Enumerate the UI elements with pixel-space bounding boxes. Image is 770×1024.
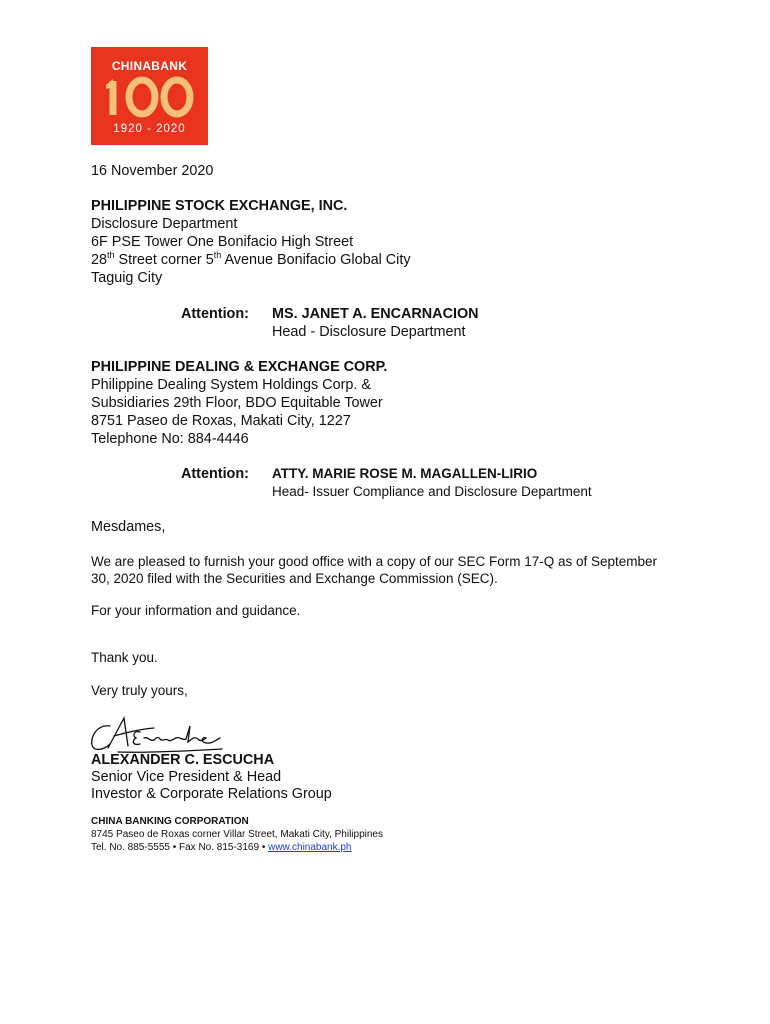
address2-end: Avenue Bonifacio Global City (221, 252, 411, 268)
address2-ordinal2: th (213, 250, 222, 260)
recipient1-address2 (91, 251, 411, 269)
recipient1-attention-name: MS. JANET A. ENCARNACION (272, 306, 479, 322)
footer-company-name: CHINA BANKING CORPORATION (91, 816, 249, 827)
chinabank-100-logo (91, 47, 208, 145)
signatory-name: ALEXANDER C. ESCUCHA (91, 752, 275, 768)
closing-line: Very truly yours, (91, 683, 188, 698)
footer-address: 8745 Paseo de Roxas corner Villar Street, Makati City, Philippines (91, 829, 383, 840)
signatory-title1: Senior Vice President & Head (91, 769, 282, 785)
address2-mid: Street corner 5 (114, 252, 214, 268)
recipient2-line3: 8751 Paseo de Roxas, Makati City, 1227 (91, 413, 351, 429)
recipient2-name: PHILIPPINE DEALING & EXCHANGE CORP. (91, 359, 388, 375)
recipient2-line2: Subsidiaries 29th Floor, BDO Equitable Tower (91, 395, 383, 411)
recipient1-address1: 6F PSE Tower One Bonifacio High Street (91, 234, 354, 250)
recipient1-attention-title: Head - Disclosure Department (272, 324, 466, 340)
recipient1-attention-label: Attention: (181, 306, 249, 322)
recipient2-attention-title: Head- Issuer Compliance and Disclosure Department (272, 484, 592, 499)
recipient1-city: Taguig City (91, 270, 163, 286)
salutation: Mesdames, (91, 519, 166, 535)
recipient2-line4: Telephone No: 884-4446 (91, 431, 249, 447)
body-paragraph2: For your information and guidance. (91, 603, 301, 618)
footer-phone-fax: Tel. No. 885-5555 • Fax No. 815-3169 • (91, 842, 269, 853)
address2-ordinal1: th (107, 250, 115, 260)
letter-date: 16 November 2020 (91, 163, 214, 179)
recipient2-attention-label: Attention: (181, 466, 249, 482)
centennial-100-mark (103, 75, 196, 119)
thank-you-line: Thank you. (91, 650, 158, 665)
recipient2-line1: Philippine Dealing System Holdings Corp. & (91, 377, 371, 393)
body-paragraph1-line1: We are pleased to furnish your good office with a copy of our SEC Form 17-Q as of September (91, 554, 658, 569)
recipient1-name: PHILIPPINE STOCK EXCHANGE, INC. (91, 198, 348, 214)
recipient2-attention-name: ATTY. MARIE ROSE M. MAGALLEN-LIRIO (272, 466, 538, 481)
signatory-title2: Investor & Corporate Relations Group (91, 786, 332, 802)
footer-contact (91, 841, 352, 854)
body-paragraph1-line2: 30, 2020 filed with the Securities and Exchange Commission (SEC). (91, 571, 498, 586)
logo-brand-text: CHINABANK (111, 59, 188, 73)
logo-years-text: 1920 - 2020 (113, 123, 186, 135)
address2-number: 28 (91, 252, 108, 268)
recipient1-dept: Disclosure Department (91, 216, 238, 232)
footer-website-link[interactable]: www.chinabank.ph (268, 842, 352, 853)
